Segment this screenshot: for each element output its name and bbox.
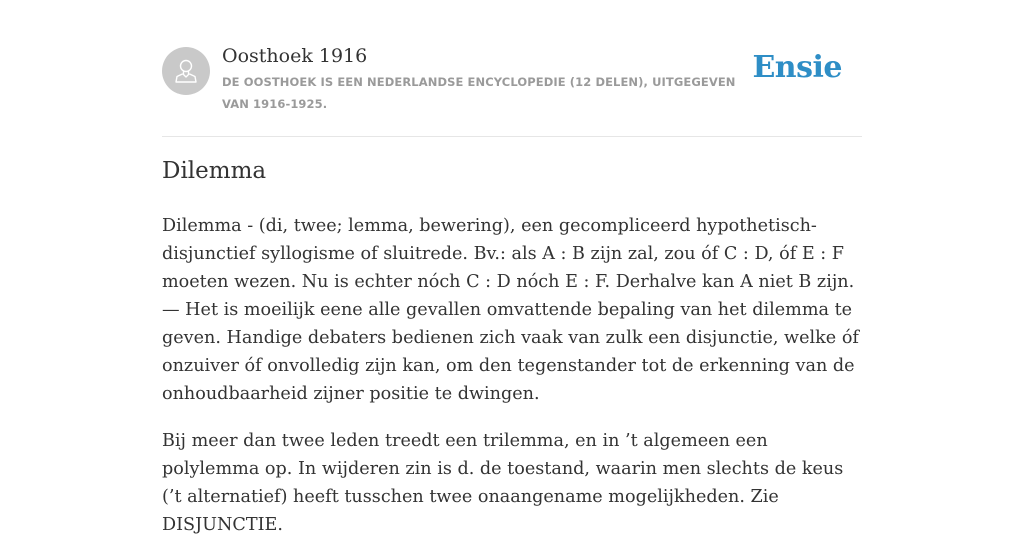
source-title[interactable]: Oosthoek 1916 — [222, 45, 368, 67]
article-paragraph: Dilemma - (di, twee; lemma, bewering), een gecompliceerd hypothetisch-disjunctief syllogisme of sluitrede. Bv.: als A : B zijn zal, zou óf C : D, óf E : F moeten wezen. Nu is echter nóch C : D nóch E : F. Derhalve kan A niet B zijn. — Het is moeilijk eene alle gevallen omvattende bepaling van het dilemma te geven. Handige debaters bedienen zich vaak van zulk een disjunctie, welke óf onzuiver óf onvolledig zijn kan, om den tegenstander tot de erkenning van de onhoudbaarheid zijner positie te dwingen. — [162, 216, 859, 404]
article-paragraph: Bij meer dan twee leden treedt een trilemma, en in ’t algemeen een polylemma op. In wijderen zin is d. de toestand, waarin men slechts de keus (’t alternatief) heeft tusschen twee onaangename mogelijkheden. Zie DISJUNCTIE. — [162, 431, 844, 535]
article-title: Dilemma — [162, 158, 267, 184]
source-header — [162, 0, 862, 137]
source-description: DE OOSTHOEK IS EEN NEDERLANDSE ENCYCLOPEDIE (12 DELEN), UITGEGEVEN VAN 1916-1925. — [222, 75, 736, 111]
article-body — [162, 212, 862, 558]
user-silhouette-icon — [162, 47, 210, 95]
ensie-logo[interactable]: Ensie — [752, 50, 842, 85]
